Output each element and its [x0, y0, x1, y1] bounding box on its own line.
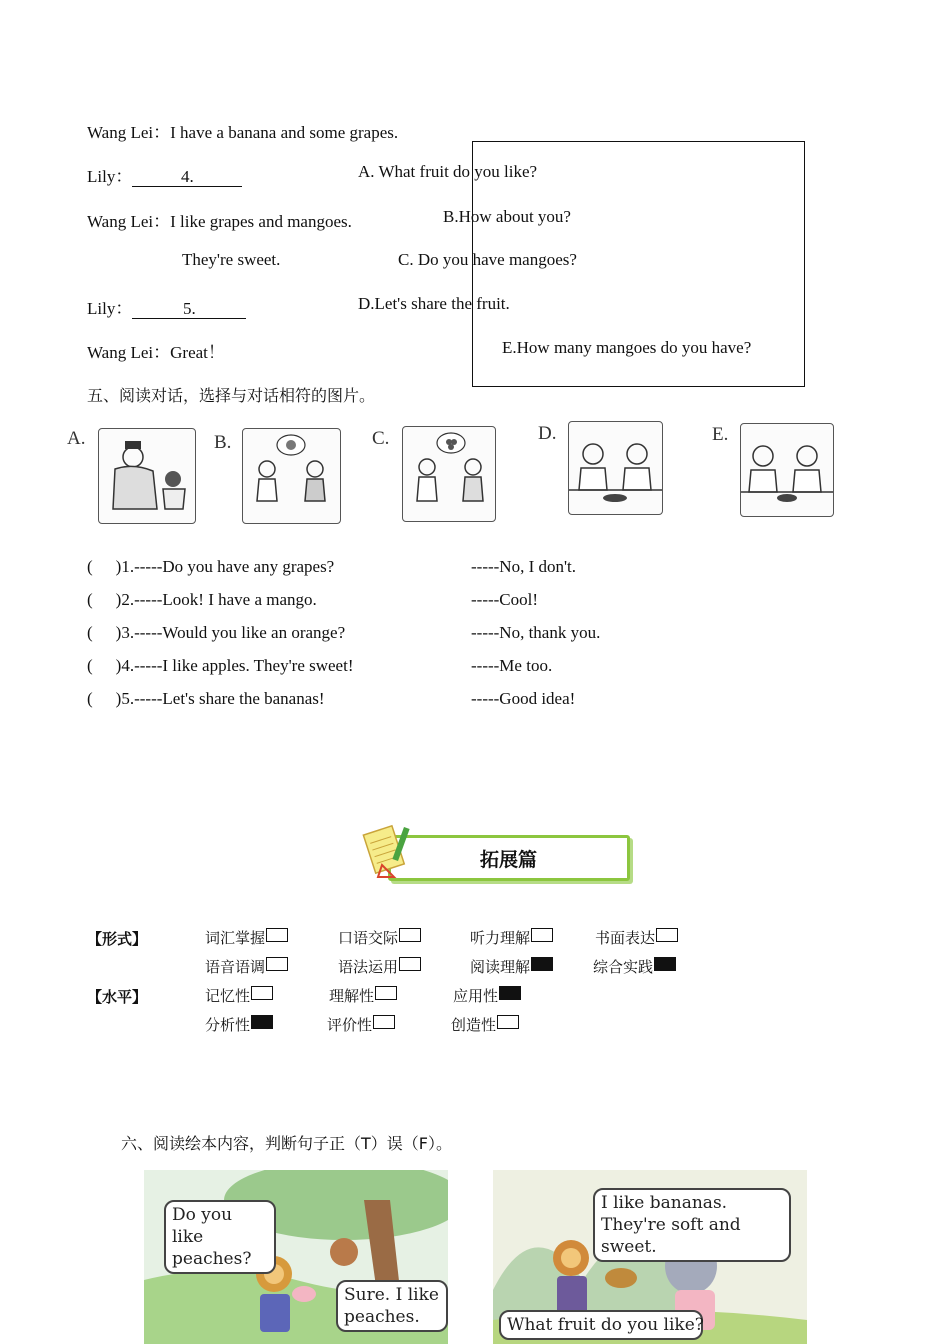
section5-title: 五、阅读对话，选择与对话相符的图片。 [87, 386, 376, 405]
section-banner [360, 833, 626, 879]
option-e: E.How many mangoes do you have? [502, 338, 752, 357]
picture-book-panel-1 [144, 1170, 448, 1344]
rubric-checkbox-checked[interactable] [654, 957, 676, 971]
question-row: ( )5.-----Let's share the bananas! [87, 689, 325, 708]
option-c: C. Do you have mangoes? [398, 250, 577, 269]
boys-sharing-bananas-illustration [569, 422, 662, 514]
dialogue-line-1: Wang Lei：I have a banana and some grapes. [87, 123, 399, 142]
rubric-checkbox[interactable] [656, 928, 678, 942]
rubric-item: 分析性 [205, 1014, 273, 1035]
picture-b[interactable] [242, 428, 341, 524]
rubric-item: 语法运用 [338, 956, 421, 977]
rubric-checkbox[interactable] [373, 1015, 395, 1029]
rubric-checkbox-checked[interactable] [531, 957, 553, 971]
speech-bubble-question: Do you like peaches? [164, 1200, 276, 1274]
picture-label-b: B. [214, 432, 232, 453]
rubric-item: 创造性 [451, 1014, 519, 1035]
rubric-checkbox-checked[interactable] [251, 1015, 273, 1029]
rubric-item: 综合实践 [593, 956, 676, 977]
rubric-checkbox[interactable] [399, 957, 421, 971]
rubric-checkbox[interactable] [375, 986, 397, 1000]
picture-book-panel-2 [493, 1170, 807, 1344]
girl-and-boy-apples-illustration [741, 424, 833, 516]
speech-bubble-statement: I like bananas. They're soft and sweet. [593, 1188, 791, 1262]
response-text: -----Cool! [471, 590, 539, 609]
picture-label-a: A. [67, 428, 86, 449]
dialogue-line-4: Lily： 5. [87, 294, 246, 319]
cat-and-dog-illustration [99, 429, 195, 523]
picture-e[interactable] [740, 423, 834, 517]
rubric-item: 听力理解 [470, 927, 553, 948]
rubric-item: 阅读理解 [470, 956, 553, 977]
rubric-item: 记忆性 [205, 985, 273, 1006]
option-a: A. What fruit do you like? [358, 162, 538, 181]
speech-bubble-answer: Sure. I like peaches. [336, 1280, 448, 1332]
rubric-checkbox[interactable] [266, 928, 288, 942]
rubric-form-label: 【形式】 [87, 930, 148, 948]
question-row: ( )3.-----Would you like an orange? [87, 623, 346, 642]
rubric-item: 评价性 [327, 1014, 395, 1035]
question-row: ( )2.-----Look! I have a mango. [87, 590, 317, 609]
response-text: -----Me too. [471, 656, 553, 675]
picture-c[interactable] [402, 426, 496, 522]
rubric-item: 理解性 [329, 985, 397, 1006]
picture-d[interactable] [568, 421, 663, 515]
answer-blank-4[interactable]: 4. [132, 168, 242, 187]
option-d: D.Let's share the fruit. [358, 294, 510, 313]
section6-title: 六、阅读绘本内容，判断句子正（T）误（F）。 [121, 1134, 452, 1153]
rubric-level-label: 【水平】 [87, 988, 148, 1006]
rubric-checkbox[interactable] [251, 986, 273, 1000]
rubric-checkbox[interactable] [531, 928, 553, 942]
dialogue-line-5: Wang Lei：Great！ [87, 343, 225, 362]
picture-a[interactable] [98, 428, 196, 524]
question-row: ( )1.-----Do you have any grapes? [87, 557, 335, 576]
rubric-checkbox[interactable] [497, 1015, 519, 1029]
rubric-item: 应用性 [453, 985, 521, 1006]
rubric-item: 词汇掌握 [205, 927, 288, 948]
picture-label-e: E. [712, 424, 729, 445]
rubric-item: 语音语调 [205, 956, 288, 977]
rubric-checkbox[interactable] [399, 928, 421, 942]
picture-label-c: C. [372, 428, 390, 449]
girl-and-boy-grapes-illustration [403, 427, 495, 521]
rubric-item: 书面表达 [595, 927, 678, 948]
dialogue-line-2: Lily： 4. [87, 162, 242, 187]
rubric-item: 口语交际 [338, 927, 421, 948]
response-text: -----No, I don't. [471, 557, 577, 576]
speech-bubble-question: What fruit do you like? [499, 1310, 703, 1340]
banner-title: 拓展篇 [480, 849, 538, 871]
dialogue-line-3: Wang Lei：I like grapes and mangoes. [87, 212, 352, 231]
dialogue-line-3-cont: They're sweet. [182, 250, 281, 269]
picture-label-d: D. [538, 423, 557, 444]
notepad-pencil-icon [360, 821, 416, 885]
response-text: -----Good idea! [471, 689, 576, 708]
answer-blank-5[interactable]: 5. [132, 300, 246, 319]
response-text: -----No, thank you. [471, 623, 601, 642]
rubric-checkbox-checked[interactable] [499, 986, 521, 1000]
rubric-checkbox[interactable] [266, 957, 288, 971]
option-b: B.How about you? [443, 207, 571, 226]
two-girls-illustration [243, 429, 340, 523]
question-row: ( )4.-----I like apples. They're sweet! [87, 656, 354, 675]
